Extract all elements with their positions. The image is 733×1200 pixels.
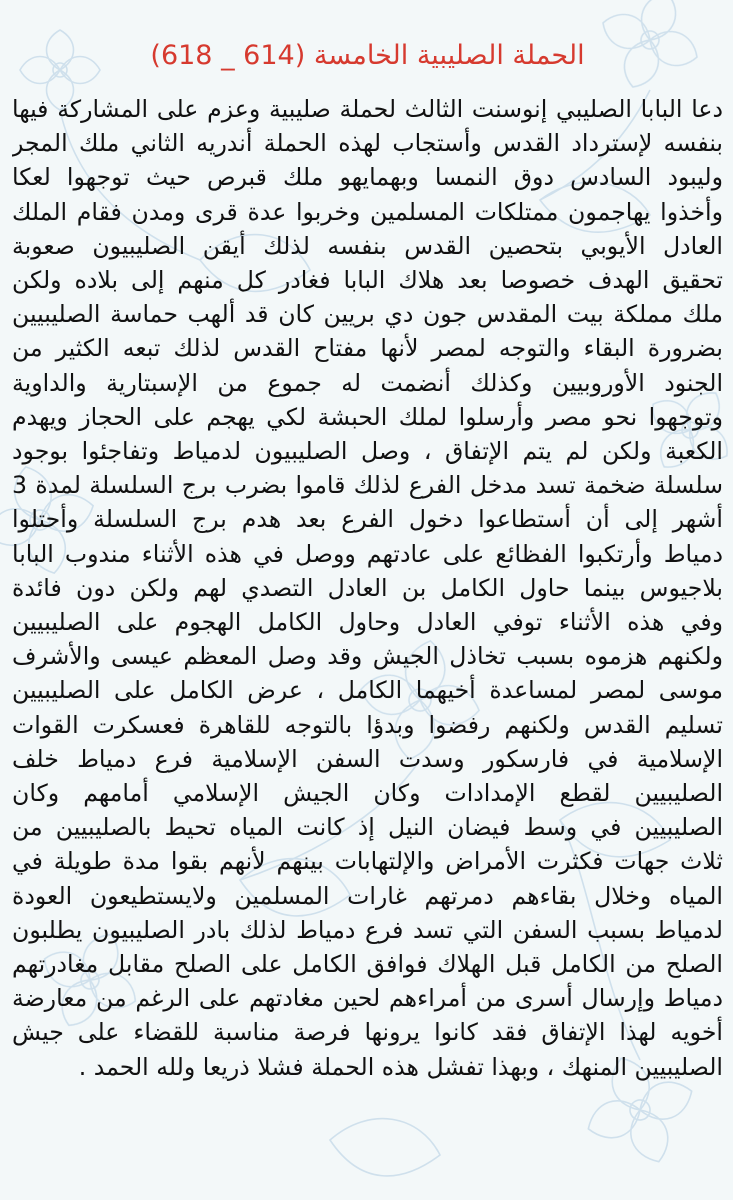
text-line: الصليبيين المنهك ، وبهذا تفشل هذه الحملة فشلا ذريعا ولله الحمد . <box>78 1052 723 1081</box>
text-line: الكعبة ولكن لم يتم الإتفاق ، وصل الصليبيون لدمياط وتفاجئوا بوجود <box>12 437 723 466</box>
text-line: تسليم القدس ولكنهم رفضوا وبدؤا بالتوجه للقاهرة فعسكرت القوات <box>12 710 723 739</box>
text-line: وأخذوا يهاجمون ممتلكات المسلمين وخربوا عدة قرى ومدن فقام الملك <box>12 197 723 226</box>
text-line: تحقيق الهدف خصوصا بعد هلاك البابا فغادر كل منهم إلى بلاده ولكن <box>12 266 723 295</box>
text-line: الجنود الأوروبيين وكذلك أنضمت له جموع من الإسبتارية والداوية <box>12 368 723 397</box>
text-line: ولكنهم هزموه بسبب تخاذل الجيش وقد وصل المعظم عيسى والأشرف <box>12 642 723 671</box>
text-line: الصليبيين لقطع الإمدادات وكان الجيش الإسلامي أمامهم وكان <box>12 779 723 808</box>
body-paragraph <box>12 92 723 1084</box>
page-title: الحملة الصليبية الخامسة (614 _ 618) <box>150 40 585 71</box>
text-line: ثلاث جهات فكثرت الأمراض والإلتهابات بينهم لأنهم بقوا مدة طويلة في <box>12 847 723 876</box>
text-line: دمياط وإرسال أسرى من أمراءهم لحين مغادتهم على الرغم من معارضة <box>12 984 723 1013</box>
text-line: وفي هذه الأثناء توفي العادل وحاول الكامل الهجوم على الصليبيين <box>12 608 723 637</box>
text-line: دمياط وأرتكبوا الفظائع على عادتهم ووصل في هذه الأثناء مندوب البابا <box>12 539 723 568</box>
text-line: بنفسه لإسترداد القدس وأستجاب لهذه الحملة أندريه الثاني ملك المجر <box>12 129 723 158</box>
text-line: أشهر إلى أن أستطاعوا دخول الفرع بعد هدم برج السلسلة وأحتلوا <box>12 505 723 534</box>
text-line: سلسلة ضخمة تسد مدخل الفرع لذلك قاموا بضرب برج السلسلة لمدة 3 <box>12 471 723 500</box>
text-line: بلاجيوس بينما حاول الكامل بن العادل التصدي لهم ولكن دون فائدة <box>12 573 723 602</box>
text-line: وتوجهوا نحو مصر وأرسلوا لملك الحبشة لكي يهجم على الحجاز ويهدم <box>12 402 723 431</box>
text-line: دعا البابا الصليبي إنوسنت الثالث لحملة صليبية وعزم على المشاركة فيها <box>12 95 723 123</box>
text-line: لدمياط بسبب السفن التي تسد فرع دمياط لذلك بادر الصليبيون يطلبون <box>12 915 723 944</box>
text-line: المياه وخلال بقاءهم دمرتهم غارات المسلمين ولايستطيعون العودة <box>12 881 723 910</box>
text-line: الإسلامية في فارسكور وسدت السفن الإسلامية فرع دمياط خلف <box>12 744 723 773</box>
text-line: بضرورة البقاء والتوجه لمصر لأنها مفتاح القدس لذلك تبعه الكثير من <box>12 334 723 363</box>
text-line: العادل الأيوبي بتحصين القدس بنفسه لذلك أيقن الصليبيون صعوبة <box>12 231 723 260</box>
text-line: أخويه لهذا الإتفاق فقد كانوا يرونها فرصة مناسبة للقضاء على جيش <box>12 1018 723 1047</box>
text-line: الصليبيين في وسط فيضان النيل إذ كانت المياه تحيط بالصليبيين من <box>12 813 723 842</box>
text-line: وليبود السادس دوق النمسا وبهمايهو ملك قبرص حيث توجهوا لعكا <box>12 163 723 192</box>
text-line: الصلح من الكامل قبل الهلاك فوافق الكامل على الصلح مقابل مغادرتهم <box>12 950 723 979</box>
text-line: ملك مملكة بيت المقدس جون دي بريين كان قد ألهب حماسة الصليبيين <box>12 300 723 329</box>
text-line: موسى لمصر لمساعدة أخيهما الكامل ، عرض الكامل على الصليبيين <box>12 676 723 705</box>
